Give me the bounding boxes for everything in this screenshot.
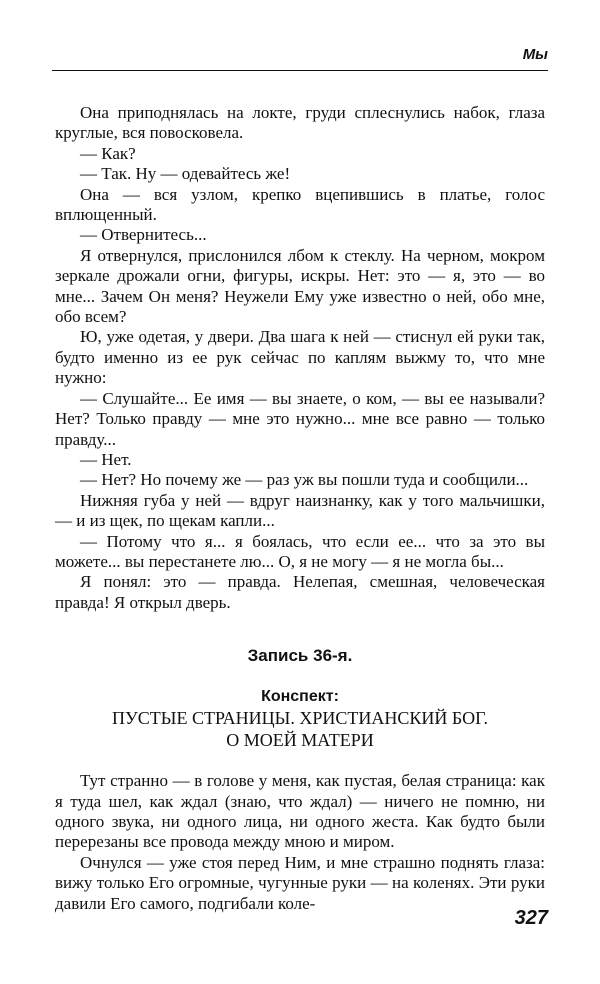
paragraph: — Отвернитесь... — [80, 225, 207, 245]
record-title: Запись 36-я. — [247, 646, 353, 666]
paragraph: Нижняя губа у ней — вдруг наизнанку, как у того мальчишки, — и из щек, по щекам капли... — [55, 490, 545, 531]
paragraph: Я отвернулся, прислонился лбом к стеклу. На черном, мокром зеркале дрожали огни, фигуры, искры. Нет: это — я, это — во мне... Зачем Он меня? Неужели Ему уже известно о ней, обо мне, обо всем? — [55, 245, 545, 327]
paragraph: Она приподнялась на локте, груди сплеснулись набок, глаза круглые, вся повосковела. — [55, 103, 545, 143]
paragraph: Ю, уже одетая, у двери. Два шага к ней — стиснул ей руки так, будто именно из ее рук сейчас по каплям выжму то, что мне нужно: — [55, 327, 545, 388]
running-header-title: Мы — [522, 46, 548, 63]
paragraph: — Потому что я... я боялась, что если ее... что за это вы можете... вы перестанете лю... О, я не могу — я не могла бы... — [55, 531, 545, 571]
paragraph: — Нет. — [80, 449, 132, 469]
paragraph: — Слушайте... Ее имя — вы знаете, о ком, — вы ее называли? Нет? Только правду — мне это нужно... мне все равно — только правду... — [55, 388, 545, 449]
page-number: 327 — [514, 907, 548, 929]
paragraph: — Так. Ну — одевайтесь же! — [80, 164, 291, 184]
paragraph: Тут странно — в голове у меня, как пустая, белая страница: как я туда шел, как ждал (знаю, что ждал) — ничего не помню, ни одного звука, ни одного лица, ни одного жеста. Как будто были перерезаны все провода между мною и миром. — [55, 771, 545, 852]
paragraph: Очнулся — уже стоя перед Ним, и мне страшно поднять глаза: вижу только Его огромные, чугунные руки — на коленях. Эти руки давили Его самого, подгибали коле- — [55, 852, 545, 913]
konspekt-label: Конспект: — [261, 688, 339, 706]
page-body — [55, 103, 545, 914]
paragraph: Она — вся узлом, крепко вцепившись в платье, голос вплющенный. — [55, 184, 545, 225]
konspekt-line: ПУСТЫЕ СТРАНИЦЫ. ХРИСТИАНСКИЙ БОГ. — [112, 708, 488, 729]
paragraph: — Как? — [80, 143, 136, 163]
konspekt-line: О МОЕЙ МАТЕРИ — [226, 730, 374, 751]
paragraph: Я понял: это — правда. Нелепая, смешная, человеческая правда! Я открыл дверь. — [55, 572, 545, 612]
header-rule — [52, 70, 548, 71]
paragraph: — Нет? Но почему же — раз уж вы пошли туда и сообщили... — [80, 470, 529, 490]
